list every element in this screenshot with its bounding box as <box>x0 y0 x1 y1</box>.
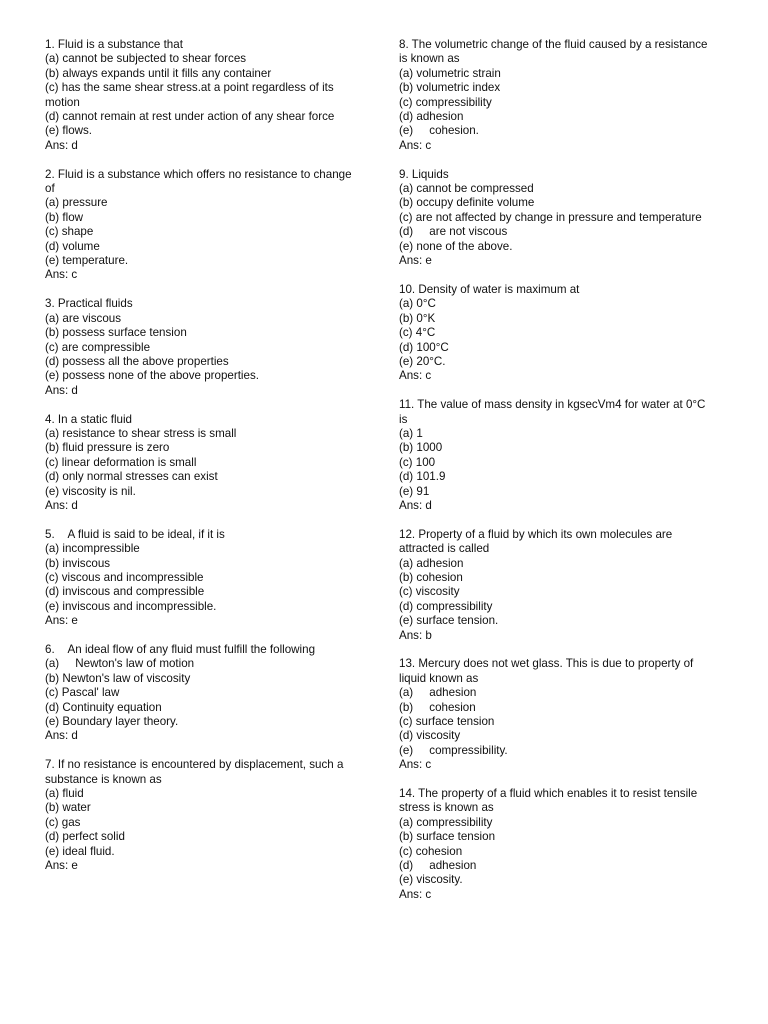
option-text: (b) cohesion <box>399 700 476 714</box>
answer-text: Ans: c <box>399 369 432 383</box>
option-text: (e) 91 <box>399 484 430 498</box>
option-text: (d) 101.9 <box>399 470 446 484</box>
option-text: (c) has the same shear stress.at a point regardless of its motion <box>45 81 334 109</box>
option-text: (d) inviscous and compressible <box>45 585 205 599</box>
question-block <box>45 643 355 744</box>
question-text: 11. The value of mass density in kgsecVm4 for water at 0°C is <box>399 398 706 426</box>
option-text: (a) incompressible <box>45 542 140 556</box>
option-text: (d) volume <box>45 239 100 253</box>
question-text: 5. A fluid is said to be ideal, if it is <box>45 527 225 541</box>
option-text: (e) temperature. <box>45 254 129 268</box>
answer-text: Ans: e <box>45 859 78 873</box>
question-block <box>45 758 355 873</box>
question-text: 3. Practical fluids <box>45 297 133 311</box>
option-text: (d) are not viscous <box>399 225 508 239</box>
option-text: (a) resistance to shear stress is small <box>45 426 237 440</box>
answer-text: Ans: d <box>45 383 78 397</box>
option-text: (c) viscous and incompressible <box>45 570 204 584</box>
left-column <box>45 38 355 888</box>
option-text: (c) surface tension <box>399 715 495 729</box>
answer-text: Ans: c <box>399 887 432 901</box>
answer-text: Ans: b <box>399 628 432 642</box>
option-text: (b) inviscous <box>45 556 111 570</box>
option-text: (e) possess none of the above properties. <box>45 369 259 383</box>
option-text: (a) adhesion <box>399 556 464 570</box>
option-text: (c) gas <box>45 815 81 829</box>
option-text: (d) 100°C <box>399 340 449 354</box>
option-text: (e) inviscous and incompressible. <box>45 599 217 613</box>
option-text: (e) surface tension. <box>399 614 499 628</box>
option-text: (d) compressibility <box>399 599 493 613</box>
option-text: (d) viscosity <box>399 729 461 743</box>
option-text: (b) volumetric index <box>399 81 501 95</box>
right-column <box>399 38 717 917</box>
option-text: (a) adhesion <box>399 686 477 700</box>
question-text: 13. Mercury does not wet glass. This is due to property of liquid known as <box>399 657 694 685</box>
option-text: (c) Pascal' law <box>45 686 120 700</box>
option-text: (a) fluid <box>45 787 84 801</box>
question-text: 7. If no resistance is encountered by displacement, such a substance is known as <box>45 758 344 786</box>
option-text: (a) are viscous <box>45 311 122 325</box>
option-text: (e) viscosity. <box>399 873 463 887</box>
option-text: (c) shape <box>45 225 94 239</box>
option-text: (d) possess all the above properties <box>45 354 229 368</box>
option-text: (e) 20°C. <box>399 354 446 368</box>
answer-text: Ans: d <box>399 498 432 512</box>
option-text: (c) are compressible <box>45 340 151 354</box>
option-text: (d) cannot remain at rest under action of any shear force <box>45 110 335 124</box>
option-text: (b) surface tension <box>399 830 496 844</box>
option-text: (d) adhesion <box>399 110 464 124</box>
option-text: (e) compressibility. <box>399 743 508 757</box>
option-text: (c) are not affected by change in pressure and temperature <box>399 210 702 224</box>
option-text: (a) volumetric strain <box>399 66 501 80</box>
option-text: (c) 100 <box>399 455 436 469</box>
option-text: (e) cohesion. <box>399 124 479 138</box>
question-text: 10. Density of water is maximum at <box>399 282 580 296</box>
option-text: (a) cannot be compressed <box>399 182 534 196</box>
answer-text: Ans: e <box>45 614 78 628</box>
question-text: 9. Liquids <box>399 167 449 181</box>
question-text: 4. In a static fluid <box>45 412 132 426</box>
answer-text: Ans: d <box>45 729 78 743</box>
question-block <box>45 528 355 629</box>
option-text: (b) Newton's law of viscosity <box>45 671 191 685</box>
option-text: (e) none of the above. <box>399 239 513 253</box>
option-text: (b) always expands until it fills any container <box>45 66 272 80</box>
option-text: (a) Newton's law of motion <box>45 657 195 671</box>
question-block <box>45 38 355 153</box>
option-text: (b) 1000 <box>399 441 443 455</box>
option-text: (e) ideal fluid. <box>45 844 115 858</box>
answer-text: Ans: e <box>399 254 432 268</box>
option-text: (a) 0°C <box>399 297 436 311</box>
option-text: (d) only normal stresses can exist <box>45 470 218 484</box>
answer-text: Ans: c <box>399 758 432 772</box>
answer-text: Ans: c <box>45 268 78 282</box>
question-block <box>399 657 717 772</box>
question-block <box>399 168 717 269</box>
option-text: (c) compressibility <box>399 95 492 109</box>
question-block <box>399 398 717 513</box>
question-text: 8. The volumetric change of the fluid caused by a resistance is known as <box>399 38 708 66</box>
option-text: (a) compressibility <box>399 815 493 829</box>
question-text: 14. The property of a fluid which enables it to resist tensile stress is known as <box>399 787 698 815</box>
option-text: (b) occupy definite volume <box>399 196 535 210</box>
option-text: (c) cohesion <box>399 844 463 858</box>
option-text: (e) viscosity is nil. <box>45 484 136 498</box>
option-text: (c) linear deformation is small <box>45 455 197 469</box>
question-block <box>399 283 717 384</box>
question-block <box>45 297 355 398</box>
option-text: (e) flows. <box>45 124 93 138</box>
option-text: (b) flow <box>45 210 84 224</box>
question-text: 6. An ideal flow of any fluid must fulfill the following <box>45 642 316 656</box>
question-block <box>399 787 717 902</box>
option-text: (d) perfect solid <box>45 830 125 844</box>
question-block <box>45 413 355 514</box>
answer-text: Ans: c <box>399 138 432 152</box>
question-block <box>399 38 717 153</box>
option-text: (b) cohesion <box>399 570 463 584</box>
option-text: (a) 1 <box>399 426 423 440</box>
option-text: (b) 0°K <box>399 311 436 325</box>
option-text: (b) possess surface tension <box>45 326 187 340</box>
answer-text: Ans: d <box>45 138 78 152</box>
option-text: (a) pressure <box>45 196 108 210</box>
option-text: (c) 4°C <box>399 326 436 340</box>
option-text: (d) adhesion <box>399 859 477 873</box>
option-text: (e) Boundary layer theory. <box>45 715 179 729</box>
question-block <box>399 528 717 643</box>
question-block <box>45 168 355 283</box>
answer-text: Ans: d <box>45 498 78 512</box>
option-text: (a) cannot be subjected to shear forces <box>45 52 247 66</box>
question-text: 12. Property of a fluid by which its own molecules are attracted is called <box>399 527 673 556</box>
option-text: (c) viscosity <box>399 585 460 599</box>
question-text: 2. Fluid is a substance which offers no resistance to change of <box>45 167 352 196</box>
option-text: (d) Continuity equation <box>45 700 162 714</box>
question-text: 1. Fluid is a substance that <box>45 38 183 51</box>
option-text: (b) fluid pressure is zero <box>45 441 170 455</box>
option-text: (b) water <box>45 801 91 815</box>
